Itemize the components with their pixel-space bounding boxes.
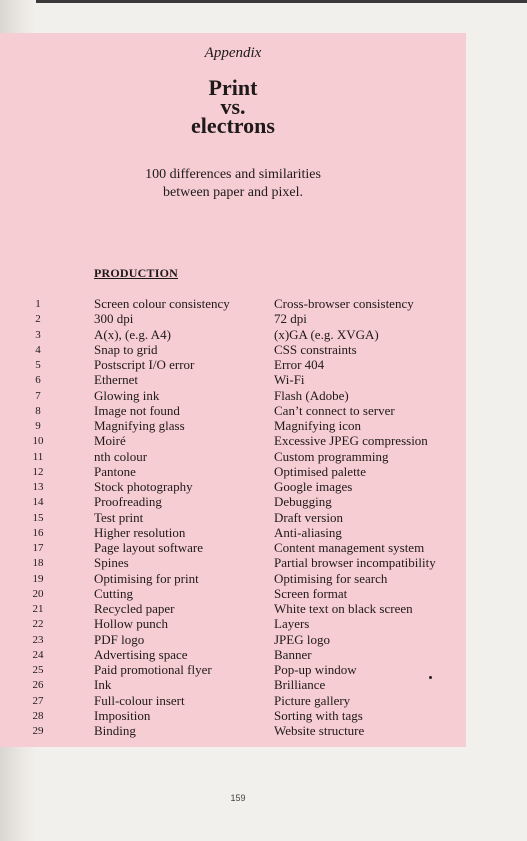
print-term: Moiré xyxy=(94,433,126,449)
list-item xyxy=(0,419,466,434)
list-item xyxy=(0,434,466,449)
list-item xyxy=(0,328,466,343)
list-item xyxy=(0,297,466,312)
list-item xyxy=(0,343,466,358)
print-term: Ethernet xyxy=(94,372,139,388)
electrons-term: Content management system xyxy=(274,540,425,555)
electrons-term: Anti-aliasing xyxy=(274,524,342,540)
electrons-term: Banner xyxy=(274,646,312,662)
page-number: 159 xyxy=(230,793,246,803)
row-number: 18 xyxy=(32,557,44,570)
electrons-term: Excessive JPEG compression xyxy=(274,433,428,449)
list-item xyxy=(0,648,466,663)
electrons-term: Draft version xyxy=(274,509,343,525)
print-term: Test print xyxy=(94,509,144,525)
print-term: Optimising for print xyxy=(94,570,199,586)
row-number: 15 xyxy=(32,511,44,524)
electrons-term: 72 dpi xyxy=(274,311,307,327)
list-item xyxy=(0,678,466,693)
print-term: Advertising space xyxy=(94,646,188,662)
list-item xyxy=(0,556,466,571)
electrons-term: Error 404 xyxy=(274,357,325,372)
list-item xyxy=(0,312,466,327)
list-item xyxy=(0,358,466,373)
row-number: 8 xyxy=(35,404,41,417)
row-number: 20 xyxy=(32,587,44,600)
row-number: 24 xyxy=(32,648,44,661)
print-term: Hollow punch xyxy=(94,616,169,632)
print-term: Image not found xyxy=(94,402,180,418)
list-item xyxy=(0,572,466,587)
electrons-term: Optimising for search xyxy=(274,570,388,586)
electrons-term: (x)GA (e.g. XVGA) xyxy=(274,326,379,342)
print-term: Imposition xyxy=(94,707,151,723)
electrons-term: Picture gallery xyxy=(274,692,351,708)
row-number: 17 xyxy=(32,542,44,554)
row-number: 9 xyxy=(35,420,41,432)
row-number: 16 xyxy=(32,526,44,539)
row-number: 13 xyxy=(32,481,44,493)
print-term: Postscript I/O error xyxy=(94,357,195,372)
print-term: Page layout software xyxy=(94,540,204,555)
list-item xyxy=(0,465,466,480)
list-item xyxy=(0,404,466,419)
row-number: 2 xyxy=(35,313,41,326)
list-item xyxy=(0,541,466,556)
print-term: Ink xyxy=(94,677,112,693)
electrons-term: Custom programming xyxy=(274,448,389,464)
electrons-term: Website structure xyxy=(274,723,365,738)
row-number: 29 xyxy=(32,725,44,737)
row-number: 1 xyxy=(35,298,41,310)
print-term: Paid promotional flyer xyxy=(94,662,212,677)
electrons-term: Cross-browser consistency xyxy=(274,296,414,311)
electrons-term: Brilliance xyxy=(274,677,326,693)
electrons-term: Sorting with tags xyxy=(274,707,363,723)
row-number: 14 xyxy=(32,496,44,509)
row-number: 28 xyxy=(32,709,44,722)
print-term: Pantone xyxy=(94,463,136,479)
appendix-label: Appendix xyxy=(204,45,262,61)
list-item xyxy=(0,709,466,724)
list-item xyxy=(0,389,466,404)
print-term: Proofreading xyxy=(94,494,162,510)
comparison-list xyxy=(0,297,466,739)
list-item xyxy=(0,587,466,602)
subtitle xyxy=(0,166,466,202)
title-line-1: Print xyxy=(208,75,258,100)
print-term: Snap to grid xyxy=(94,341,158,357)
list-item xyxy=(0,663,466,678)
electrons-term: Flash (Adobe) xyxy=(274,387,349,403)
print-term: Recycled paper xyxy=(94,601,175,616)
print-term: Full-colour insert xyxy=(94,692,185,708)
row-number: 12 xyxy=(32,465,44,478)
list-item xyxy=(0,450,466,465)
electrons-term: Partial browser incompatibility xyxy=(274,555,436,571)
electrons-term: Layers xyxy=(274,616,310,632)
list-item xyxy=(0,602,466,617)
print-term: PDF logo xyxy=(94,631,145,647)
print-speck xyxy=(429,676,432,679)
electrons-term: Magnifying icon xyxy=(274,418,362,433)
electrons-term: Pop-up window xyxy=(274,662,357,677)
row-number: 11 xyxy=(32,450,44,463)
title-line-2: vs. xyxy=(220,94,246,119)
row-number: 26 xyxy=(32,679,44,692)
print-term: Magnifying glass xyxy=(94,418,185,433)
row-number: 6 xyxy=(35,374,41,387)
row-number: 10 xyxy=(32,435,44,448)
electrons-term: Screen format xyxy=(274,585,348,601)
electrons-term: Optimised palette xyxy=(274,463,367,479)
list-item xyxy=(0,480,466,495)
row-number: 22 xyxy=(32,618,44,631)
electrons-term: CSS constraints xyxy=(274,341,357,357)
list-item xyxy=(0,694,466,709)
electrons-term: JPEG logo xyxy=(274,631,330,647)
row-number: 5 xyxy=(35,359,41,371)
section-heading: PRODUCTION xyxy=(94,266,179,280)
row-number: 23 xyxy=(32,633,44,646)
row-number: 27 xyxy=(32,694,44,707)
page-title xyxy=(0,75,466,138)
row-number: 19 xyxy=(32,572,44,585)
row-number: 21 xyxy=(32,603,44,615)
list-item xyxy=(0,495,466,510)
print-term: 300 dpi xyxy=(94,311,134,327)
row-number: 4 xyxy=(35,343,41,356)
row-number: 25 xyxy=(32,664,44,676)
title-line-3: electrons xyxy=(191,113,275,138)
print-term: A(x), (e.g. A4) xyxy=(94,326,171,342)
list-item xyxy=(0,724,466,739)
row-number: 7 xyxy=(35,389,41,402)
electrons-term: Google images xyxy=(274,479,353,494)
list-item xyxy=(0,511,466,526)
electrons-term: White text on black screen xyxy=(274,601,413,616)
list-item xyxy=(0,373,466,388)
top-edge-line xyxy=(0,0,527,3)
print-term: Higher resolution xyxy=(94,524,186,540)
electrons-term: Can’t connect to server xyxy=(274,402,395,418)
print-term: Stock photography xyxy=(94,479,193,494)
list-item xyxy=(0,617,466,632)
print-term: Screen colour consistency xyxy=(94,296,230,311)
row-number: 3 xyxy=(35,328,41,341)
list-item xyxy=(0,633,466,648)
electrons-term: Debugging xyxy=(274,494,332,510)
list-item xyxy=(0,526,466,541)
subtitle-line-1: 100 differences and similarities xyxy=(145,167,321,182)
electrons-term: Wi-Fi xyxy=(274,372,305,388)
print-term: Cutting xyxy=(94,585,134,601)
print-term: nth colour xyxy=(94,448,148,464)
print-term: Spines xyxy=(94,555,129,571)
subtitle-line-2: between paper and pixel. xyxy=(163,185,303,200)
print-term: Glowing ink xyxy=(94,387,160,403)
print-term: Binding xyxy=(94,723,136,738)
